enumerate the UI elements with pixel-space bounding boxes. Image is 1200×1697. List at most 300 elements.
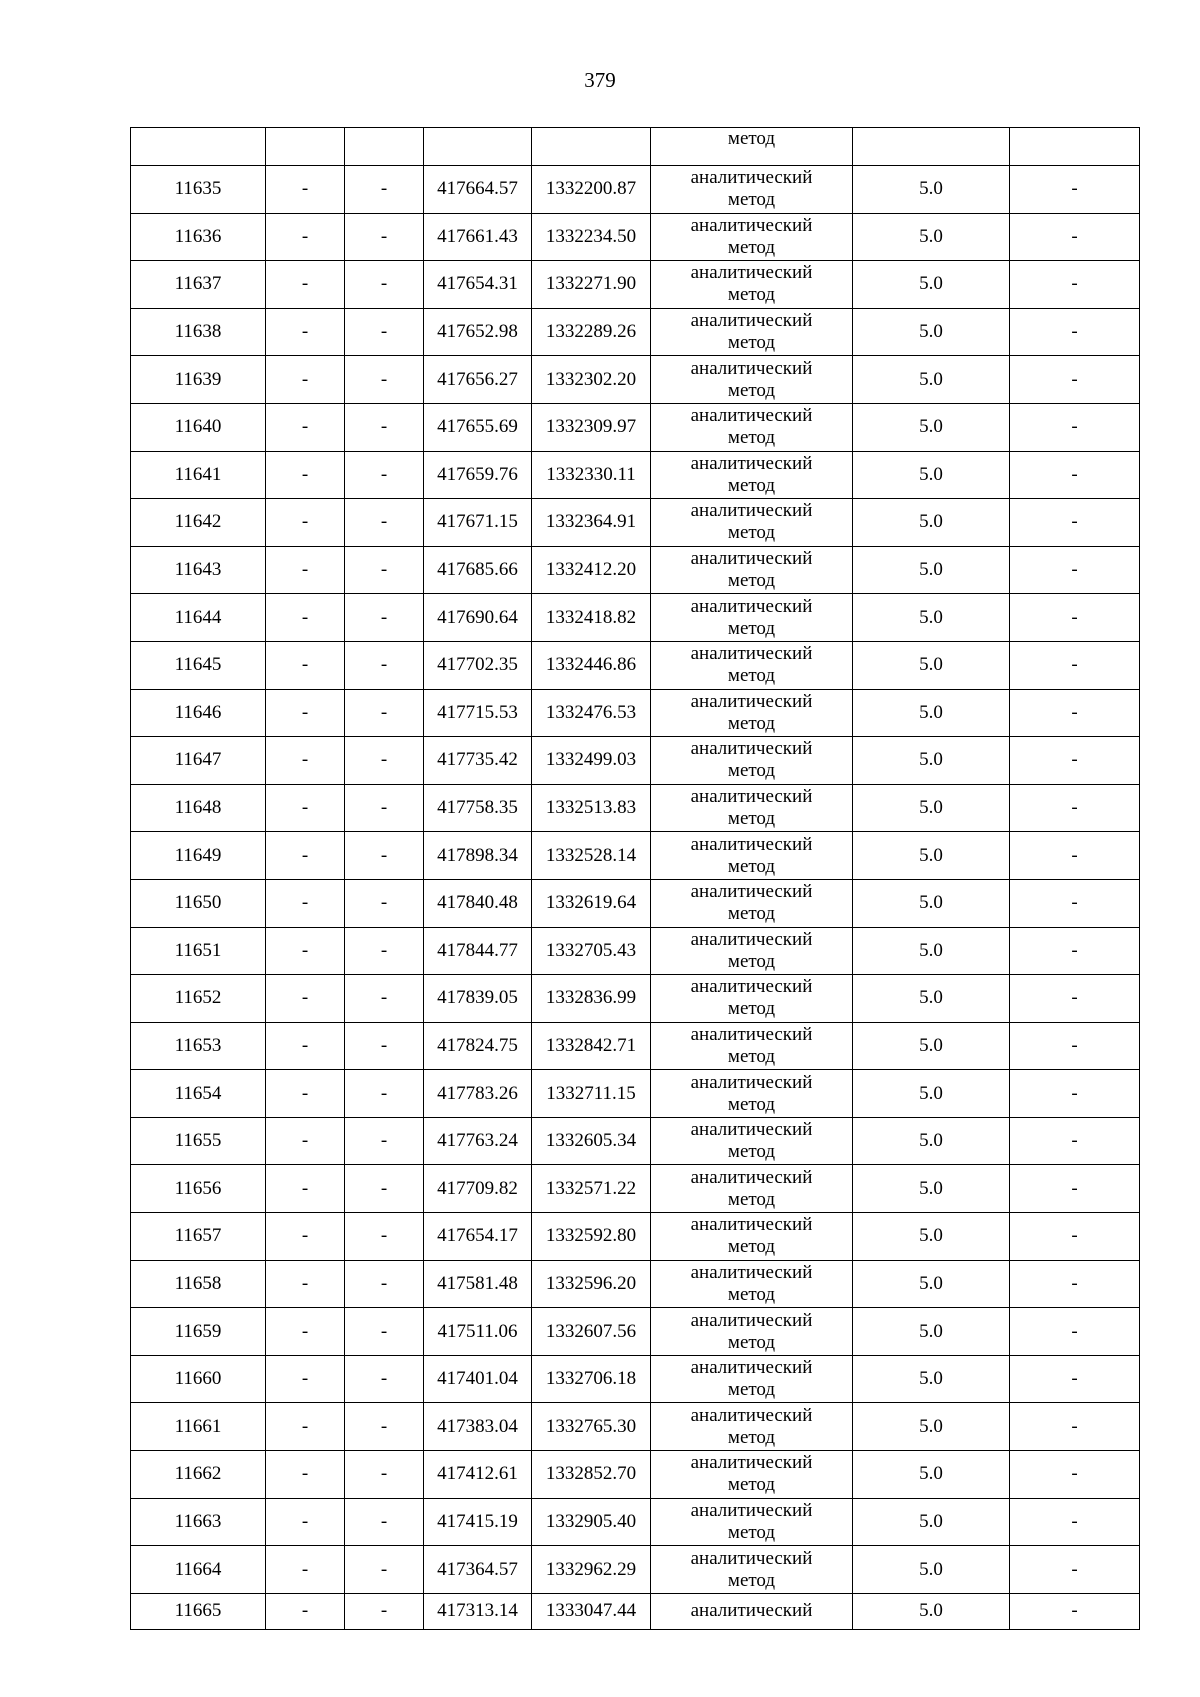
- method-text: аналитический: [690, 1166, 813, 1188]
- method-text: метод: [727, 1283, 776, 1305]
- method-text: метод: [727, 236, 776, 258]
- dash-cell: -: [1010, 1070, 1140, 1118]
- x-coordinate-cell: 417412.61: [424, 1451, 532, 1499]
- dash-cell: -: [266, 451, 345, 499]
- method-text: аналитический: [690, 167, 813, 189]
- accuracy-cell: 5.0: [853, 832, 1010, 880]
- y-coordinate-cell: 1332765.30: [532, 1403, 651, 1451]
- dash-cell: -: [266, 403, 345, 451]
- table-row: [131, 784, 1140, 832]
- dash-cell: -: [345, 1213, 424, 1261]
- table-cell: [853, 128, 1010, 166]
- y-coordinate-cell: 1332271.90: [532, 261, 651, 309]
- accuracy-cell: 5.0: [853, 546, 1010, 594]
- table-row: [131, 832, 1140, 880]
- accuracy-cell: 5.0: [853, 166, 1010, 214]
- accuracy-cell: 5.0: [853, 1165, 1010, 1213]
- point-id-cell: 11640: [131, 403, 266, 451]
- point-id-cell: 11650: [131, 879, 266, 927]
- dash-cell: -: [266, 1117, 345, 1165]
- dash-cell: -: [266, 1022, 345, 1070]
- dash-cell: -: [345, 451, 424, 499]
- method-cell: [651, 1022, 853, 1070]
- dash-cell: -: [345, 261, 424, 309]
- dash-cell: -: [1010, 356, 1140, 404]
- page-number: 379: [584, 68, 616, 92]
- table-cell: [1010, 128, 1140, 166]
- accuracy-cell: 5.0: [853, 1308, 1010, 1356]
- point-id-cell: 11635: [131, 166, 266, 214]
- accuracy-cell: 5.0: [853, 1403, 1010, 1451]
- dash-cell: -: [345, 1165, 424, 1213]
- x-coordinate-cell: 417415.19: [424, 1498, 532, 1546]
- method-text: метод: [727, 1236, 776, 1258]
- table-row: [131, 403, 1140, 451]
- y-coordinate-cell: 1332836.99: [532, 975, 651, 1023]
- table-row: [131, 641, 1140, 689]
- accuracy-cell: 5.0: [853, 927, 1010, 975]
- accuracy-cell: 5.0: [853, 308, 1010, 356]
- method-cell: [651, 1308, 853, 1356]
- table-row: [131, 1546, 1140, 1594]
- dash-cell: -: [266, 1070, 345, 1118]
- x-coordinate-cell: 417652.98: [424, 308, 532, 356]
- dash-cell: -: [345, 1070, 424, 1118]
- method-text: аналитический: [690, 1547, 813, 1569]
- method-text: аналитический: [690, 690, 813, 712]
- x-coordinate-cell: 417763.24: [424, 1117, 532, 1165]
- method-text: аналитический: [690, 357, 813, 379]
- dash-cell: -: [345, 784, 424, 832]
- dash-cell: -: [1010, 879, 1140, 927]
- x-coordinate-cell: 417709.82: [424, 1165, 532, 1213]
- table-row: [131, 1403, 1140, 1451]
- method-text: аналитический: [690, 214, 813, 236]
- dash-cell: -: [266, 1593, 345, 1629]
- accuracy-cell: 5.0: [853, 1260, 1010, 1308]
- dash-cell: -: [1010, 641, 1140, 689]
- dash-cell: -: [266, 594, 345, 642]
- y-coordinate-cell: 1332476.53: [532, 689, 651, 737]
- y-coordinate-cell: 1332962.29: [532, 1546, 651, 1594]
- y-coordinate-cell: 1332571.22: [532, 1165, 651, 1213]
- dash-cell: -: [345, 832, 424, 880]
- dash-cell: -: [1010, 1546, 1140, 1594]
- table-row: [131, 1355, 1140, 1403]
- method-text: аналитический: [690, 881, 813, 903]
- method-text: метод: [727, 998, 776, 1020]
- dash-cell: -: [266, 879, 345, 927]
- dash-cell: -: [1010, 1117, 1140, 1165]
- dash-cell: -: [1010, 689, 1140, 737]
- method-text: метод: [727, 189, 776, 211]
- method-text: аналитический: [690, 1023, 813, 1045]
- table-row: [131, 308, 1140, 356]
- method-text: аналитический: [690, 833, 813, 855]
- dash-cell: -: [345, 1498, 424, 1546]
- y-coordinate-cell: 1333047.44: [532, 1593, 651, 1629]
- method-text: аналитический: [690, 500, 813, 522]
- y-coordinate-cell: 1332309.97: [532, 403, 651, 451]
- x-coordinate-cell: 417383.04: [424, 1403, 532, 1451]
- method-cell: [651, 832, 853, 880]
- y-coordinate-cell: 1332330.11: [532, 451, 651, 499]
- accuracy-cell: 5.0: [853, 213, 1010, 261]
- method-cell: [651, 1403, 853, 1451]
- dash-cell: -: [266, 166, 345, 214]
- accuracy-cell: 5.0: [853, 641, 1010, 689]
- method-cell: [651, 689, 853, 737]
- method-cell: [651, 975, 853, 1023]
- dash-cell: -: [345, 975, 424, 1023]
- method-cell: [651, 1165, 853, 1213]
- point-id-cell: 11638: [131, 308, 266, 356]
- dash-cell: -: [345, 737, 424, 785]
- table-cell: [345, 128, 424, 166]
- dash-cell: -: [1010, 1593, 1140, 1629]
- table-row: [131, 261, 1140, 309]
- dash-cell: -: [1010, 1308, 1140, 1356]
- method-cell: [651, 879, 853, 927]
- accuracy-cell: 5.0: [853, 1593, 1010, 1629]
- method-text: аналитический: [690, 1600, 813, 1622]
- dash-cell: -: [345, 356, 424, 404]
- x-coordinate-cell: 417661.43: [424, 213, 532, 261]
- dash-cell: -: [266, 261, 345, 309]
- continuation-row: [131, 128, 1140, 166]
- point-id-cell: 11648: [131, 784, 266, 832]
- method-text: метод: [727, 1093, 776, 1115]
- table-body: [131, 128, 1140, 1630]
- dash-cell: -: [1010, 1260, 1140, 1308]
- accuracy-cell: 5.0: [853, 1451, 1010, 1499]
- point-id-cell: 11636: [131, 213, 266, 261]
- dash-cell: -: [1010, 499, 1140, 547]
- point-id-cell: 11645: [131, 641, 266, 689]
- table-row: [131, 213, 1140, 261]
- accuracy-cell: 5.0: [853, 1022, 1010, 1070]
- method-text: метод: [727, 1379, 776, 1401]
- method-cell: [651, 308, 853, 356]
- dash-cell: -: [1010, 784, 1140, 832]
- method-text: аналитический: [690, 1071, 813, 1093]
- table-row: [131, 1213, 1140, 1261]
- table-row: [131, 499, 1140, 547]
- y-coordinate-cell: 1332499.03: [532, 737, 651, 785]
- dash-cell: -: [345, 166, 424, 214]
- x-coordinate-cell: 417783.26: [424, 1070, 532, 1118]
- point-id-cell: 11647: [131, 737, 266, 785]
- dash-cell: -: [1010, 403, 1140, 451]
- y-coordinate-cell: 1332592.80: [532, 1213, 651, 1261]
- point-id-cell: 11661: [131, 1403, 266, 1451]
- method-cell: [651, 546, 853, 594]
- accuracy-cell: 5.0: [853, 594, 1010, 642]
- x-coordinate-cell: 417511.06: [424, 1308, 532, 1356]
- method-text: метод: [727, 474, 776, 496]
- dash-cell: -: [266, 213, 345, 261]
- method-cell: [651, 166, 853, 214]
- table-row: [131, 1451, 1140, 1499]
- dash-cell: -: [266, 641, 345, 689]
- dash-cell: -: [1010, 737, 1140, 785]
- method-cell: [651, 594, 853, 642]
- x-coordinate-cell: 417401.04: [424, 1355, 532, 1403]
- x-coordinate-cell: 417715.53: [424, 689, 532, 737]
- y-coordinate-cell: 1332200.87: [532, 166, 651, 214]
- method-cell: [651, 356, 853, 404]
- table-row: [131, 166, 1140, 214]
- accuracy-cell: 5.0: [853, 499, 1010, 547]
- table-row: [131, 356, 1140, 404]
- dash-cell: -: [345, 1403, 424, 1451]
- method-text: аналитический: [690, 548, 813, 570]
- accuracy-cell: 5.0: [853, 1498, 1010, 1546]
- x-coordinate-cell: 417656.27: [424, 356, 532, 404]
- method-text: метод: [727, 903, 776, 925]
- dash-cell: -: [266, 832, 345, 880]
- dash-cell: -: [345, 689, 424, 737]
- method-text: аналитический: [690, 1309, 813, 1331]
- method-text: метод: [727, 522, 776, 544]
- method-text: метод: [727, 332, 776, 354]
- method-text: метод: [727, 1474, 776, 1496]
- method-text: метод: [727, 1426, 776, 1448]
- method-text: аналитический: [690, 405, 813, 427]
- method-text: метод: [727, 1521, 776, 1543]
- point-id-cell: 11646: [131, 689, 266, 737]
- x-coordinate-cell: 417685.66: [424, 546, 532, 594]
- method-text: метод: [727, 808, 776, 830]
- dash-cell: -: [1010, 308, 1140, 356]
- x-coordinate-cell: 417654.17: [424, 1213, 532, 1261]
- x-coordinate-cell: 417844.77: [424, 927, 532, 975]
- point-id-cell: 11654: [131, 1070, 266, 1118]
- method-text: метод: [727, 379, 776, 401]
- table-row: [131, 975, 1140, 1023]
- dash-cell: -: [345, 927, 424, 975]
- method-cell: [651, 499, 853, 547]
- table-row: [131, 879, 1140, 927]
- accuracy-cell: 5.0: [853, 261, 1010, 309]
- accuracy-cell: 5.0: [853, 784, 1010, 832]
- dash-cell: -: [345, 641, 424, 689]
- dash-cell: -: [1010, 546, 1140, 594]
- method-text: метод: [727, 1188, 776, 1210]
- dash-cell: -: [345, 1308, 424, 1356]
- method-text: метод: [727, 712, 776, 734]
- dash-cell: -: [266, 1403, 345, 1451]
- dash-cell: -: [266, 1355, 345, 1403]
- table-cell: [266, 128, 345, 166]
- point-id-cell: 11658: [131, 1260, 266, 1308]
- dash-cell: -: [1010, 975, 1140, 1023]
- x-coordinate-cell: 417313.14: [424, 1593, 532, 1629]
- dash-cell: -: [266, 1308, 345, 1356]
- dash-cell: -: [266, 1498, 345, 1546]
- dash-cell: -: [345, 1117, 424, 1165]
- point-id-cell: 11660: [131, 1355, 266, 1403]
- method-cell: [651, 1260, 853, 1308]
- method-cell: [651, 927, 853, 975]
- dash-cell: -: [266, 1546, 345, 1594]
- dash-cell: -: [266, 1213, 345, 1261]
- dash-cell: -: [1010, 1355, 1140, 1403]
- table-row: [131, 1022, 1140, 1070]
- dash-cell: -: [266, 784, 345, 832]
- dash-cell: -: [266, 927, 345, 975]
- y-coordinate-cell: 1332513.83: [532, 784, 651, 832]
- dash-cell: -: [345, 308, 424, 356]
- dash-cell: -: [345, 879, 424, 927]
- x-coordinate-cell: 417654.31: [424, 261, 532, 309]
- method-cell: [651, 451, 853, 499]
- y-coordinate-cell: 1332852.70: [532, 1451, 651, 1499]
- dash-cell: -: [266, 1451, 345, 1499]
- x-coordinate-cell: 417659.76: [424, 451, 532, 499]
- method-text: метод: [727, 950, 776, 972]
- accuracy-cell: 5.0: [853, 403, 1010, 451]
- point-id-cell: 11665: [131, 1593, 266, 1629]
- point-id-cell: 11651: [131, 927, 266, 975]
- dash-cell: -: [1010, 1165, 1140, 1213]
- accuracy-cell: 5.0: [853, 451, 1010, 499]
- accuracy-cell: 5.0: [853, 737, 1010, 785]
- method-text: метод: [727, 284, 776, 306]
- accuracy-cell: 5.0: [853, 1546, 1010, 1594]
- dash-cell: -: [1010, 1403, 1140, 1451]
- point-id-cell: 11657: [131, 1213, 266, 1261]
- dash-cell: -: [1010, 927, 1140, 975]
- point-id-cell: 11653: [131, 1022, 266, 1070]
- dash-cell: -: [266, 546, 345, 594]
- method-text: метод: [727, 1141, 776, 1163]
- accuracy-cell: 5.0: [853, 1355, 1010, 1403]
- method-text: аналитический: [690, 1452, 813, 1474]
- method-text: аналитический: [690, 643, 813, 665]
- point-id-cell: 11662: [131, 1451, 266, 1499]
- y-coordinate-cell: 1332302.20: [532, 356, 651, 404]
- table-row: [131, 1308, 1140, 1356]
- coordinates-table: [130, 127, 1140, 1630]
- point-id-cell: 11643: [131, 546, 266, 594]
- table-row: [131, 1498, 1140, 1546]
- table-row: [131, 1070, 1140, 1118]
- method-text: метод: [727, 665, 776, 687]
- method-cell: [651, 1213, 853, 1261]
- dash-cell: -: [1010, 213, 1140, 261]
- y-coordinate-cell: 1332705.43: [532, 927, 651, 975]
- y-coordinate-cell: 1332607.56: [532, 1308, 651, 1356]
- point-id-cell: 11637: [131, 261, 266, 309]
- method-text: метод: [727, 760, 776, 782]
- dash-cell: -: [1010, 1213, 1140, 1261]
- point-id-cell: 11642: [131, 499, 266, 547]
- point-id-cell: 11652: [131, 975, 266, 1023]
- y-coordinate-cell: 1332418.82: [532, 594, 651, 642]
- y-coordinate-cell: 1332605.34: [532, 1117, 651, 1165]
- method-text: аналитический: [690, 928, 813, 950]
- table-row: [131, 1260, 1140, 1308]
- dash-cell: -: [266, 975, 345, 1023]
- method-text: аналитический: [690, 452, 813, 474]
- y-coordinate-cell: 1332528.14: [532, 832, 651, 880]
- method-text: аналитический: [690, 786, 813, 808]
- method-text: аналитический: [690, 976, 813, 998]
- accuracy-cell: 5.0: [853, 1117, 1010, 1165]
- dash-cell: -: [345, 403, 424, 451]
- dash-cell: -: [1010, 1022, 1140, 1070]
- accuracy-cell: 5.0: [853, 356, 1010, 404]
- method-text: метод: [727, 617, 776, 639]
- point-id-cell: 11639: [131, 356, 266, 404]
- dash-cell: -: [345, 1593, 424, 1629]
- dash-cell: -: [1010, 1498, 1140, 1546]
- dash-cell: -: [1010, 1451, 1140, 1499]
- method-text: аналитический: [690, 1357, 813, 1379]
- table-cell: [532, 128, 651, 166]
- dash-cell: -: [345, 1546, 424, 1594]
- x-coordinate-cell: 417758.35: [424, 784, 532, 832]
- method-text: метод: [727, 1331, 776, 1353]
- dash-cell: -: [1010, 594, 1140, 642]
- point-id-cell: 11656: [131, 1165, 266, 1213]
- method-cell: [651, 1451, 853, 1499]
- dash-cell: -: [345, 1022, 424, 1070]
- x-coordinate-cell: 417898.34: [424, 832, 532, 880]
- method-text: метод: [727, 1569, 776, 1591]
- y-coordinate-cell: 1332289.26: [532, 308, 651, 356]
- dash-cell: -: [345, 1260, 424, 1308]
- point-id-cell: 11644: [131, 594, 266, 642]
- dash-cell: -: [266, 1165, 345, 1213]
- method-text: аналитический: [690, 1404, 813, 1426]
- point-id-cell: 11655: [131, 1117, 266, 1165]
- y-coordinate-cell: 1332364.91: [532, 499, 651, 547]
- table-row: [131, 1117, 1140, 1165]
- dash-cell: -: [345, 1355, 424, 1403]
- table-row: [131, 737, 1140, 785]
- x-coordinate-cell: 417824.75: [424, 1022, 532, 1070]
- y-coordinate-cell: 1332234.50: [532, 213, 651, 261]
- dash-cell: -: [345, 213, 424, 261]
- dash-cell: -: [266, 689, 345, 737]
- table-cell: [131, 128, 266, 166]
- method-cell: [651, 641, 853, 689]
- method-cell: [651, 1070, 853, 1118]
- x-coordinate-cell: 417655.69: [424, 403, 532, 451]
- method-text: метод: [727, 570, 776, 592]
- method-cell: [651, 213, 853, 261]
- dash-cell: -: [345, 546, 424, 594]
- y-coordinate-cell: 1332706.18: [532, 1355, 651, 1403]
- dash-cell: -: [1010, 166, 1140, 214]
- method-text: аналитический: [690, 1119, 813, 1141]
- y-coordinate-cell: 1332596.20: [532, 1260, 651, 1308]
- table-row: [131, 927, 1140, 975]
- y-coordinate-cell: 1332446.86: [532, 641, 651, 689]
- x-coordinate-cell: 417581.48: [424, 1260, 532, 1308]
- dash-cell: -: [266, 356, 345, 404]
- accuracy-cell: 5.0: [853, 689, 1010, 737]
- x-coordinate-cell: 417364.57: [424, 1546, 532, 1594]
- method-text: метод: [727, 1045, 776, 1067]
- point-id-cell: 11649: [131, 832, 266, 880]
- table-row: [131, 594, 1140, 642]
- method-cell: [651, 1498, 853, 1546]
- table-row: [131, 1593, 1140, 1629]
- method-cell: метод: [651, 128, 853, 166]
